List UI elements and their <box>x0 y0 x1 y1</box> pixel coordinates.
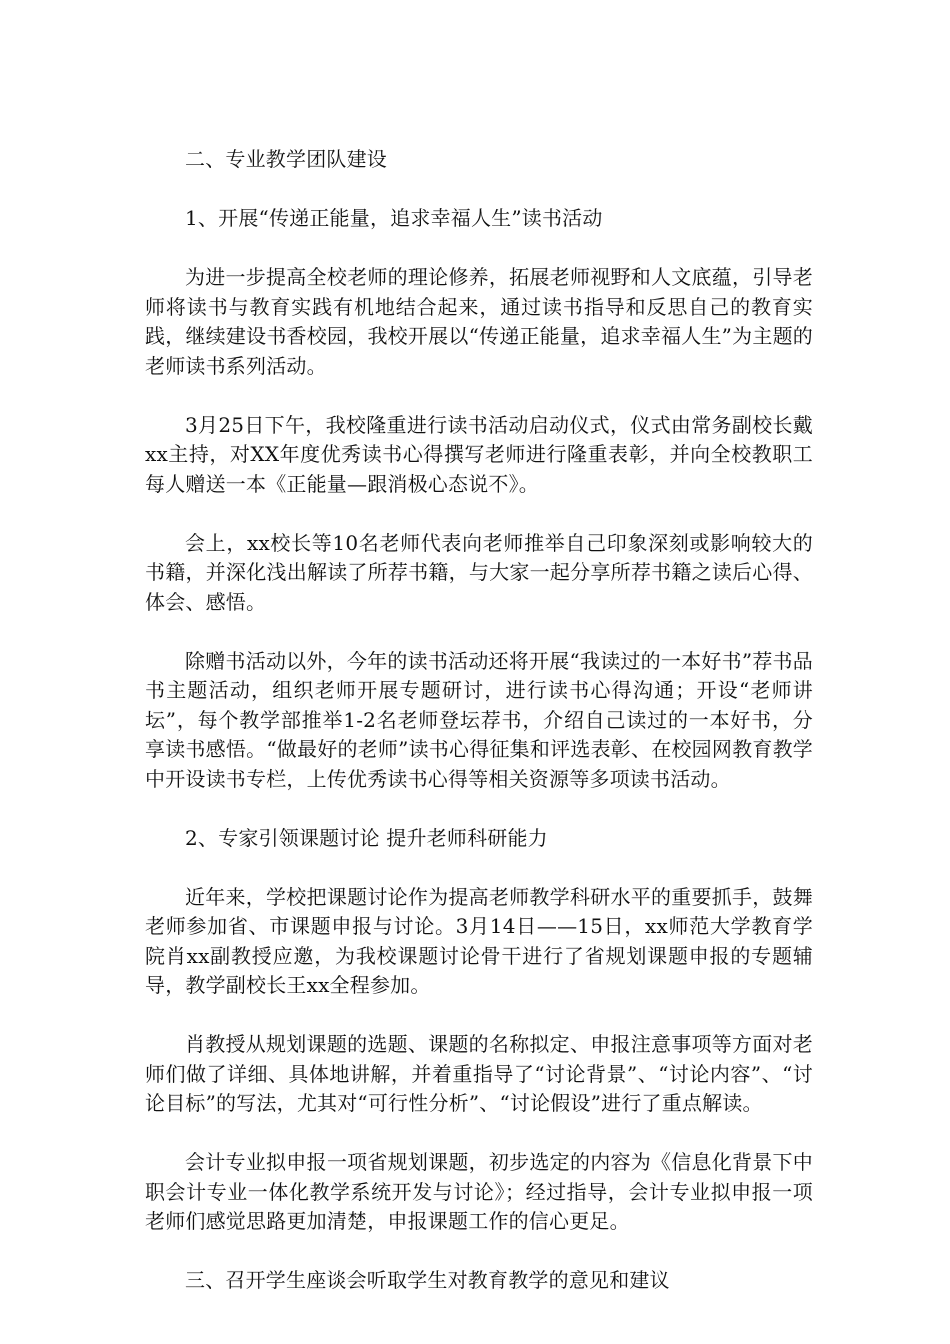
subsection-heading: 2、专家引领课题讨论 提升老师科研能力 <box>185 825 548 850</box>
section-heading: 二、专业教学团队建设 <box>185 147 387 171</box>
document-body <box>145 145 813 1325</box>
body-paragraph: 肖教授从规划课题的选题、课题的名称拟定、申报注意事项等方面对老师们做了详细、具体地讲解，并着重指导了“讨论背景”、“讨论内容”、“讨论目标”的写法，尤其对“可行性分析”、“讨论假设”进行了重点解读。 <box>145 1032 813 1115</box>
body-paragraph: 为进一步提高全校老师的理论修养，拓展老师视野和人文底蕴，引导老师将读书与教育实践有机地结合起来，通过读书指导和反思自己的教育实践，继续建设书香校园，我校开展以“传递正能量，追求幸福人生”为主题的老师读书系列活动。 <box>145 265 813 378</box>
section-heading: 三、召开学生座谈会听取学生对教育教学的意见和建议 <box>185 1268 670 1292</box>
body-paragraph: 3月25日下午，我校隆重进行读书活动启动仪式，仪式由常务副校长戴xx主持，对XX年度优秀读书心得撰写老师进行隆重表彰，并向全校教职工每人赠送一本《正能量—跟消极心态说不》。 <box>145 412 813 496</box>
body-paragraph: 近年来，学校把课题讨论作为提高老师教学科研水平的重要抓手，鼓舞老师参加省、市课题申报与讨论。3月14日——15日，xx师范大学教育学院肖xx副教授应邀，为我校课题讨论骨干进行了省规划课题申报的专题辅导，教学副校长王xx全程参加。 <box>145 884 813 997</box>
body-paragraph: 会计专业拟申报一项省规划课题，初步选定的内容为《信息化背景下中职会计专业一体化教学系统开发与讨论》；经过指导，会计专业拟申报一项老师们感觉思路更加清楚，申报课题工作的信心更足。 <box>145 1150 813 1233</box>
body-paragraph: 除赠书活动以外，今年的读书活动还将开展“我读过的一本好书”荐书品书主题活动，组织老师开展专题研讨，进行读书心得沟通；开设“老师讲坛”，每个教学部推举1-2名老师登坛荐书，介绍自己读过的一本好书，分享读书感悟。“做最好的老师”读书心得征集和评选表彰、在校园网教育教学中开设读书专栏，上传优秀读书心得等相关资源等多项读书活动。 <box>145 648 813 791</box>
body-paragraph: 会上，xx校长等10名老师代表向老师推举自己印象深刻或影响较大的书籍，并深化浅出解读了所荐书籍，与大家一起分享所荐书籍之读后心得、体会、感悟。 <box>145 530 813 614</box>
subsection-heading: 1、开展“传递正能量，追求幸福人生”读书活动 <box>185 206 603 230</box>
